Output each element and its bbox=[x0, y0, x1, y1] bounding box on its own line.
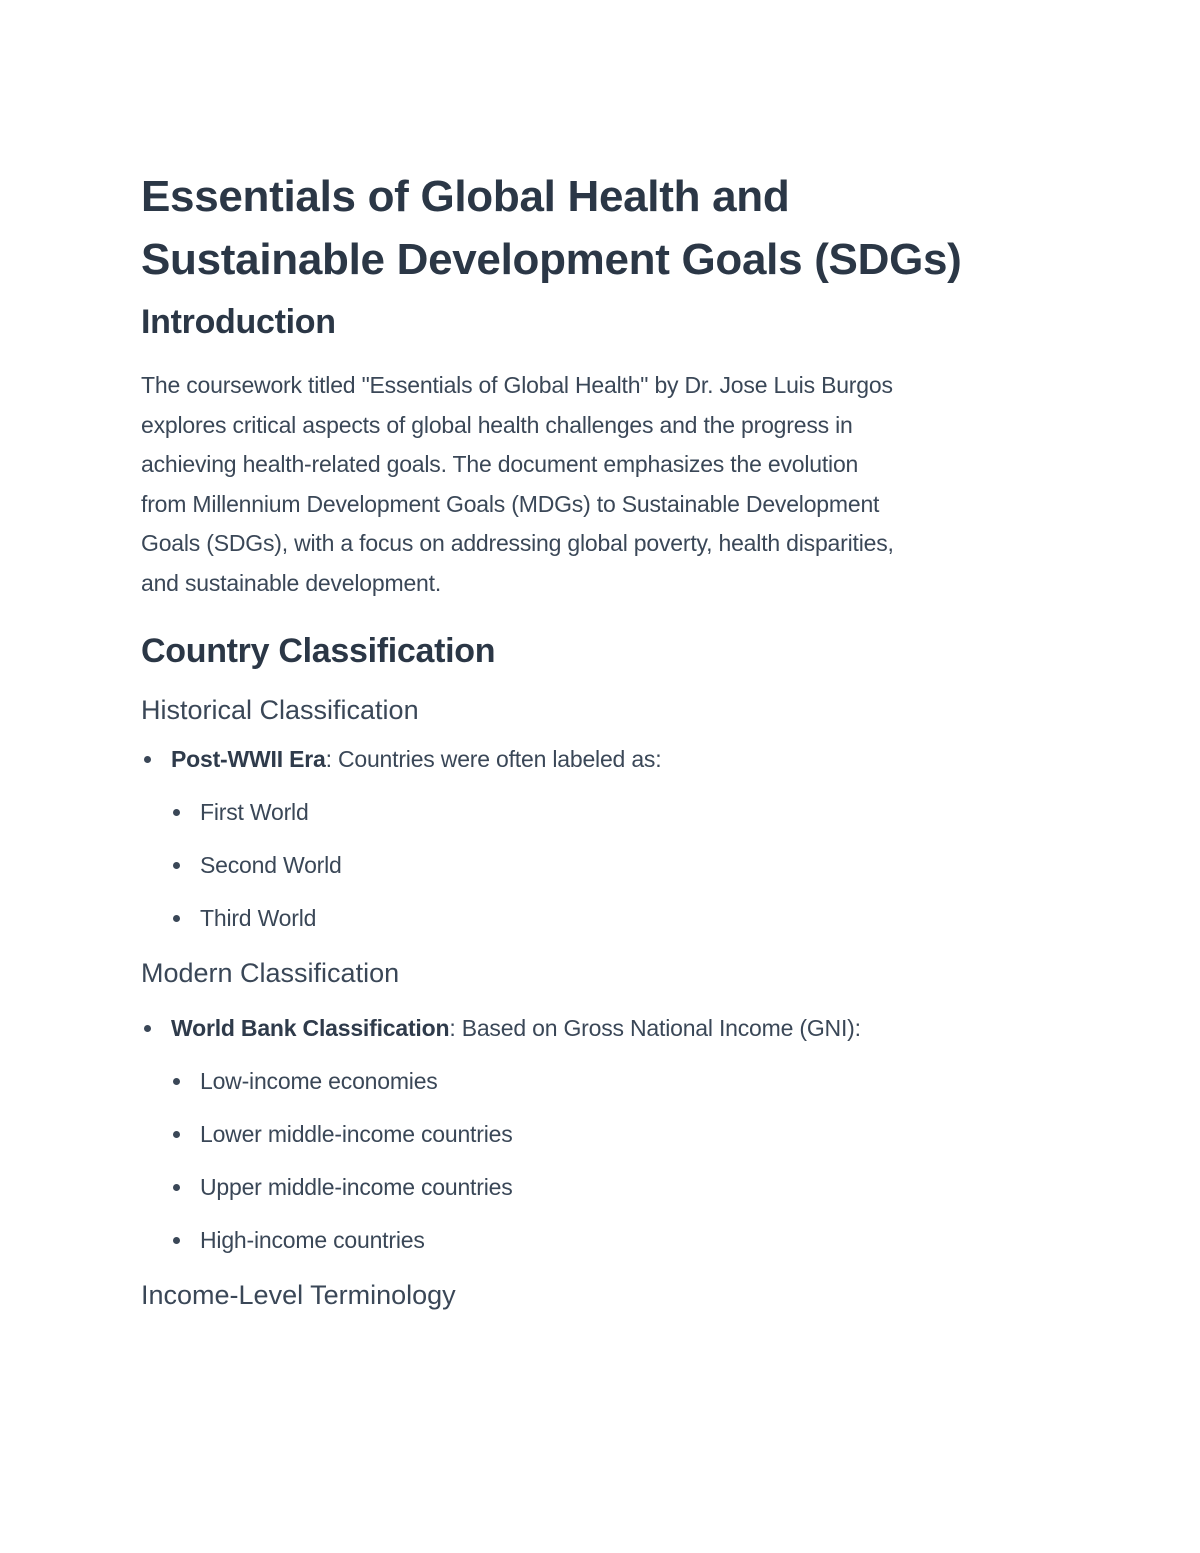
bullet-icon bbox=[173, 1078, 180, 1085]
list-item bbox=[141, 744, 1071, 774]
historical-classification-heading: Historical Classification bbox=[141, 694, 419, 725]
country-classification-heading: Country Classification bbox=[141, 631, 496, 670]
list-item bbox=[141, 1119, 1071, 1149]
intro-line: and sustainable development. bbox=[141, 569, 442, 596]
bullet-icon bbox=[173, 1184, 180, 1191]
bullet-icon bbox=[173, 1131, 180, 1138]
list-item-text: Lower middle-income countries bbox=[200, 1120, 513, 1147]
list-item-text: Third World bbox=[200, 904, 317, 931]
list-item-text: Upper middle-income countries bbox=[200, 1173, 513, 1200]
list-item-text: High-income countries bbox=[200, 1226, 425, 1253]
list-item-text: : Based on Gross National Income (GNI): bbox=[449, 1014, 861, 1041]
list-item bbox=[141, 1225, 1071, 1255]
bullet-icon bbox=[173, 809, 180, 816]
modern-classification-heading: Modern Classification bbox=[141, 957, 400, 988]
list-item-term: Post-WWII Era bbox=[171, 745, 326, 772]
intro-line: explores critical aspects of global health challenges and the progress in bbox=[141, 411, 853, 438]
income-level-terminology-heading: Income-Level Terminology bbox=[141, 1279, 456, 1310]
title-line-1: Essentials of Global Health and bbox=[141, 172, 790, 221]
bullet-icon bbox=[173, 862, 180, 869]
list-item bbox=[141, 1013, 1071, 1043]
list-item-text: Low-income economies bbox=[200, 1067, 438, 1094]
intro-line: Goals (SDGs), with a focus on addressing global poverty, health disparities, bbox=[141, 530, 894, 557]
historical-list bbox=[141, 744, 1071, 933]
bullet-icon bbox=[173, 1237, 180, 1244]
intro-line: achieving health-related goals. The document emphasizes the evolution bbox=[141, 451, 859, 478]
document-title bbox=[141, 165, 1071, 291]
list-item bbox=[141, 903, 1071, 933]
intro-line: The coursework titled "Essentials of Global Health" by Dr. Jose Luis Burgos bbox=[141, 372, 893, 398]
introduction-heading: Introduction bbox=[141, 303, 336, 341]
list-item bbox=[141, 1172, 1071, 1202]
list-item-text: : Countries were often labeled as: bbox=[325, 745, 662, 772]
list-item-text: Second World bbox=[200, 851, 342, 878]
list-item-term: World Bank Classification bbox=[171, 1014, 450, 1041]
bullet-icon bbox=[173, 915, 180, 922]
title-line-2: Sustainable Development Goals (SDGs) bbox=[141, 235, 962, 284]
list-item-text: First World bbox=[200, 798, 309, 825]
list-item bbox=[141, 797, 1071, 827]
bullet-icon bbox=[144, 756, 151, 763]
modern-list bbox=[141, 1013, 1071, 1255]
bullet-icon bbox=[144, 1025, 151, 1032]
intro-line: from Millennium Development Goals (MDGs) to Sustainable Development bbox=[141, 490, 880, 517]
list-item bbox=[141, 1066, 1071, 1096]
introduction-paragraph bbox=[141, 366, 1071, 604]
list-item bbox=[141, 850, 1071, 880]
document-page bbox=[141, 165, 1071, 1313]
